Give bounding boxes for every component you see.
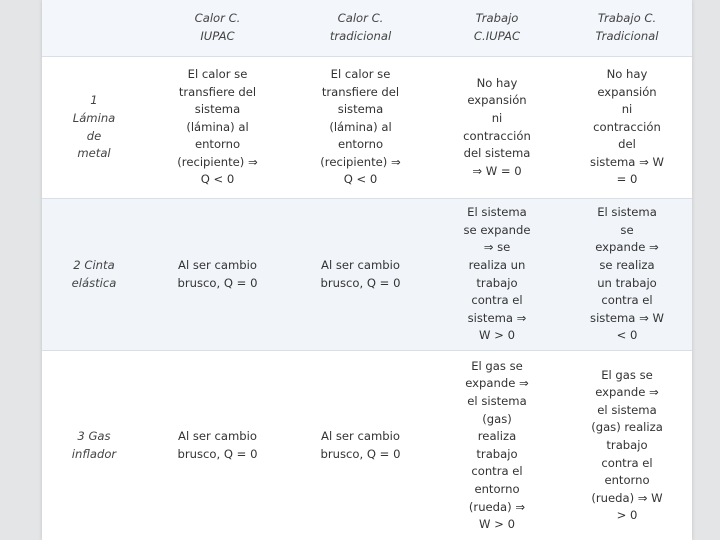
cell-trabajo-iupac: No hay expansión ni contracción del sistema ⇒ W = 0 bbox=[463, 75, 531, 178]
table-row bbox=[42, 199, 692, 351]
header-trabajo-tradicional: Trabajo C. Tradicional bbox=[595, 11, 659, 43]
cell-trabajo-tradicional: No hay expansión ni contracción del sistema ⇒ W = 0 bbox=[590, 66, 664, 187]
cell-calor-tradicional: El calor se transfiere del sistema (lámina) al entorno (recipiente) ⇒ Q < 0 bbox=[320, 66, 401, 187]
row-label: 1 Lámina de metal bbox=[72, 93, 116, 161]
cell-calor-iupac: El calor se transfiere del sistema (lámina) al entorno (recipiente) ⇒ Q < 0 bbox=[177, 66, 258, 187]
slide bbox=[42, 0, 692, 540]
cell-calor-tradicional: Al ser cambio brusco, Q = 0 bbox=[320, 429, 401, 461]
cell-trabajo-iupac: El sistema se expande ⇒ se realiza un trabajo contra el sistema ⇒ W > 0 bbox=[463, 205, 531, 343]
cell-calor-iupac: Al ser cambio brusco, Q = 0 bbox=[177, 429, 258, 461]
comparison-table bbox=[42, 0, 692, 540]
row-label: 2 Cinta elástica bbox=[71, 257, 117, 290]
cell-trabajo-tradicional: El gas se expande ⇒ el sistema (gas) realiza trabajo contra el entorno (rueda) ⇒ W > 0 bbox=[591, 367, 663, 523]
header-calor-iupac: Calor C. IUPAC bbox=[194, 11, 241, 43]
cell-calor-iupac: Al ser cambio brusco, Q = 0 bbox=[177, 257, 258, 290]
row-label: 3 Gas inflador bbox=[71, 429, 117, 461]
cell-trabajo-tradicional: El sistema se expande ⇒ se realiza un trabajo contra el sistema ⇒ W < 0 bbox=[590, 205, 664, 343]
cell-trabajo-iupac: El gas se expande ⇒ el sistema (gas) realiza trabajo contra el entorno (rueda) ⇒ W > 0 bbox=[465, 358, 529, 532]
header-trabajo-iupac: Trabajo C.IUPAC bbox=[473, 11, 521, 43]
table-header-row bbox=[42, 0, 692, 57]
table-row bbox=[42, 57, 692, 199]
header-empty bbox=[42, 0, 146, 57]
header-calor-tradicional: Calor C. tradicional bbox=[329, 11, 392, 43]
table-row bbox=[42, 351, 692, 540]
cell-calor-tradicional: Al ser cambio brusco, Q = 0 bbox=[320, 257, 401, 290]
